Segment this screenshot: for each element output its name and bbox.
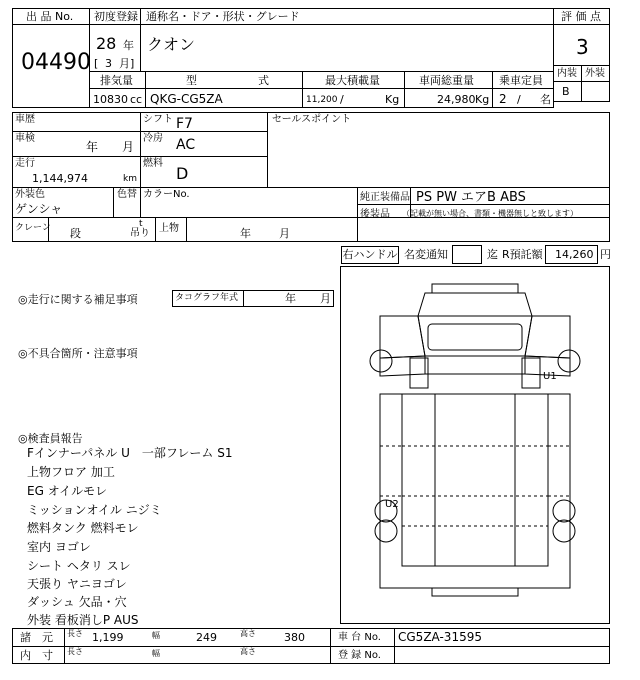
reg-label: 登 録 No. [338,650,381,661]
upper-month-unit: 月 [279,227,290,240]
recycle-unit: 円 [600,248,611,261]
max-load-value: 11,200 [306,95,338,105]
lot-number: 04490 [21,50,91,75]
model-label: 通称名・ドア・形状・グレード [146,10,300,23]
mileage-unit: km [123,174,137,184]
max-load-sep: / [340,93,344,106]
height-label: 高さ [240,629,256,638]
report-line: 室内 ヨゴレ [27,540,91,554]
inner-width-label: 幅 [152,649,160,658]
inspection-year-unit: 年 [86,140,99,154]
fuel-label: 燃料 [143,158,163,169]
ac-label: 冷房 [143,133,163,144]
length-label: 長さ [67,629,83,638]
deadline-prefix: 迄 [487,248,498,261]
year-unit: 年 [123,39,134,52]
color-code-label: カラーNo. [143,189,190,200]
report-line: ダッシュ 欠品・穴 [27,595,127,609]
color-no-label: 色替 [117,189,137,200]
month-unit: 月] [119,57,135,70]
after-note: （記載が無い場合、書類・機器無しと致します） [402,209,578,218]
shift-value: F7 [176,116,193,132]
year-value: 28 [96,34,117,53]
tacho-label: タコグラフ年式 [175,293,239,303]
report-line: EG オイルモレ [27,484,108,498]
name-change-box [452,245,482,264]
report-line: 燃料タンク 燃料モレ [27,521,139,535]
spec-label: 諸 元 [20,631,53,644]
exterior-label: 外装 [585,68,605,79]
recycle-label: R預託額 [502,248,543,261]
capacity-unit: 名 [540,93,551,106]
upper-label: 上物 [159,223,179,234]
width-value: 249 [196,631,217,644]
inner-height-label: 高さ [240,647,256,656]
capacity-sep: / [517,93,521,106]
month-value: 3 [105,57,112,70]
inspection-month-unit: 月 [122,140,135,154]
interior-label: 内装 [557,68,577,79]
mileage-label: 走行 [15,158,35,169]
displacement-label: 排気量 [100,74,133,87]
mileage-value: 1,144,974 [32,172,88,185]
type-label2: 式 [258,74,269,87]
chassis-label: 車 台 No. [338,632,381,643]
max-load-unit: Kg [385,93,400,106]
tacho-month-unit: 月 [320,292,331,305]
color-label: 外装色 [15,189,45,200]
crane-stage: 段 [70,227,81,240]
length-value: 1,199 [92,631,124,644]
after-label: 後装品 [360,209,390,220]
type-label: 型 [186,74,197,87]
first-reg-label: 初度登録 [94,10,138,23]
gross-weight-value: 24,980 [437,93,476,106]
score-label: 評 価 点 [561,10,601,23]
chassis-value: CG5ZA-31595 [398,630,482,644]
report-line: ミッションオイル ニジミ [27,503,162,517]
displacement-unit: cc [130,93,143,106]
tacho-year-unit: 年 [285,292,296,305]
report-line: Fインナーパネル U 一部フレーム S1 [27,446,233,460]
capacity-value: 2 [499,92,507,106]
model-code: QKG-CG5ZA [150,92,223,106]
crane-label: クレーン [15,223,51,233]
history-label: 車歴 [15,114,35,125]
color-value: ゲンシャ [15,202,63,216]
run-notes-title: ◎走行に関する補足事項 [18,293,138,306]
inner-length-label: 長さ [67,647,83,656]
equip-label: 純正装備品 [360,192,410,203]
report-line: 外装 看板消しP AUS [27,613,139,627]
rhd-badge: 右ハンドル [341,246,399,264]
ac-value: AC [176,137,196,153]
lot-label: 出 品 No. [26,10,74,23]
car-name: クオン [147,35,196,54]
sales-label: セールスポイント [272,114,352,125]
crane-t: t [139,219,143,229]
inspector-report-title: ◎検査員報告 [18,432,83,445]
gross-weight-unit: Kg [475,93,490,106]
score-value: 3 [576,35,589,59]
displacement-value: 10830 [93,93,128,106]
gross-weight-label: 車両総重量 [419,74,474,87]
report-line: シート ヘタリ スレ [27,559,131,573]
fuel-value: D [176,164,189,183]
equipment-value: PS PW エアB ABS [416,190,526,205]
interior-grade: B [562,85,570,98]
height-value: 380 [284,631,305,644]
capacity-label: 乗車定員 [499,74,543,87]
month-open: [ [94,57,99,70]
width-label: 幅 [152,631,160,640]
truck-outline-diagram [340,266,610,624]
report-line: 天張り ヤニヨゴレ [27,577,127,591]
name-change-label: 名変通知 [404,248,448,261]
recycle-amount: 14,260 [555,248,594,261]
inner-label: 内 寸 [20,649,53,662]
report-line: 上物フロア 加工 [27,465,115,479]
max-load-label: 最大積載量 [325,74,380,87]
upper-year-unit: 年 [240,227,251,240]
damage-mark-u2: U2 [385,499,399,510]
inspection-label: 車検 [15,133,35,144]
crane-hang: 吊り [130,228,150,239]
defect-notes-title: ◎不具合箇所・注意事項 [18,347,138,360]
shift-label: シフト [143,114,173,125]
damage-mark-u1: U1 [543,371,557,382]
